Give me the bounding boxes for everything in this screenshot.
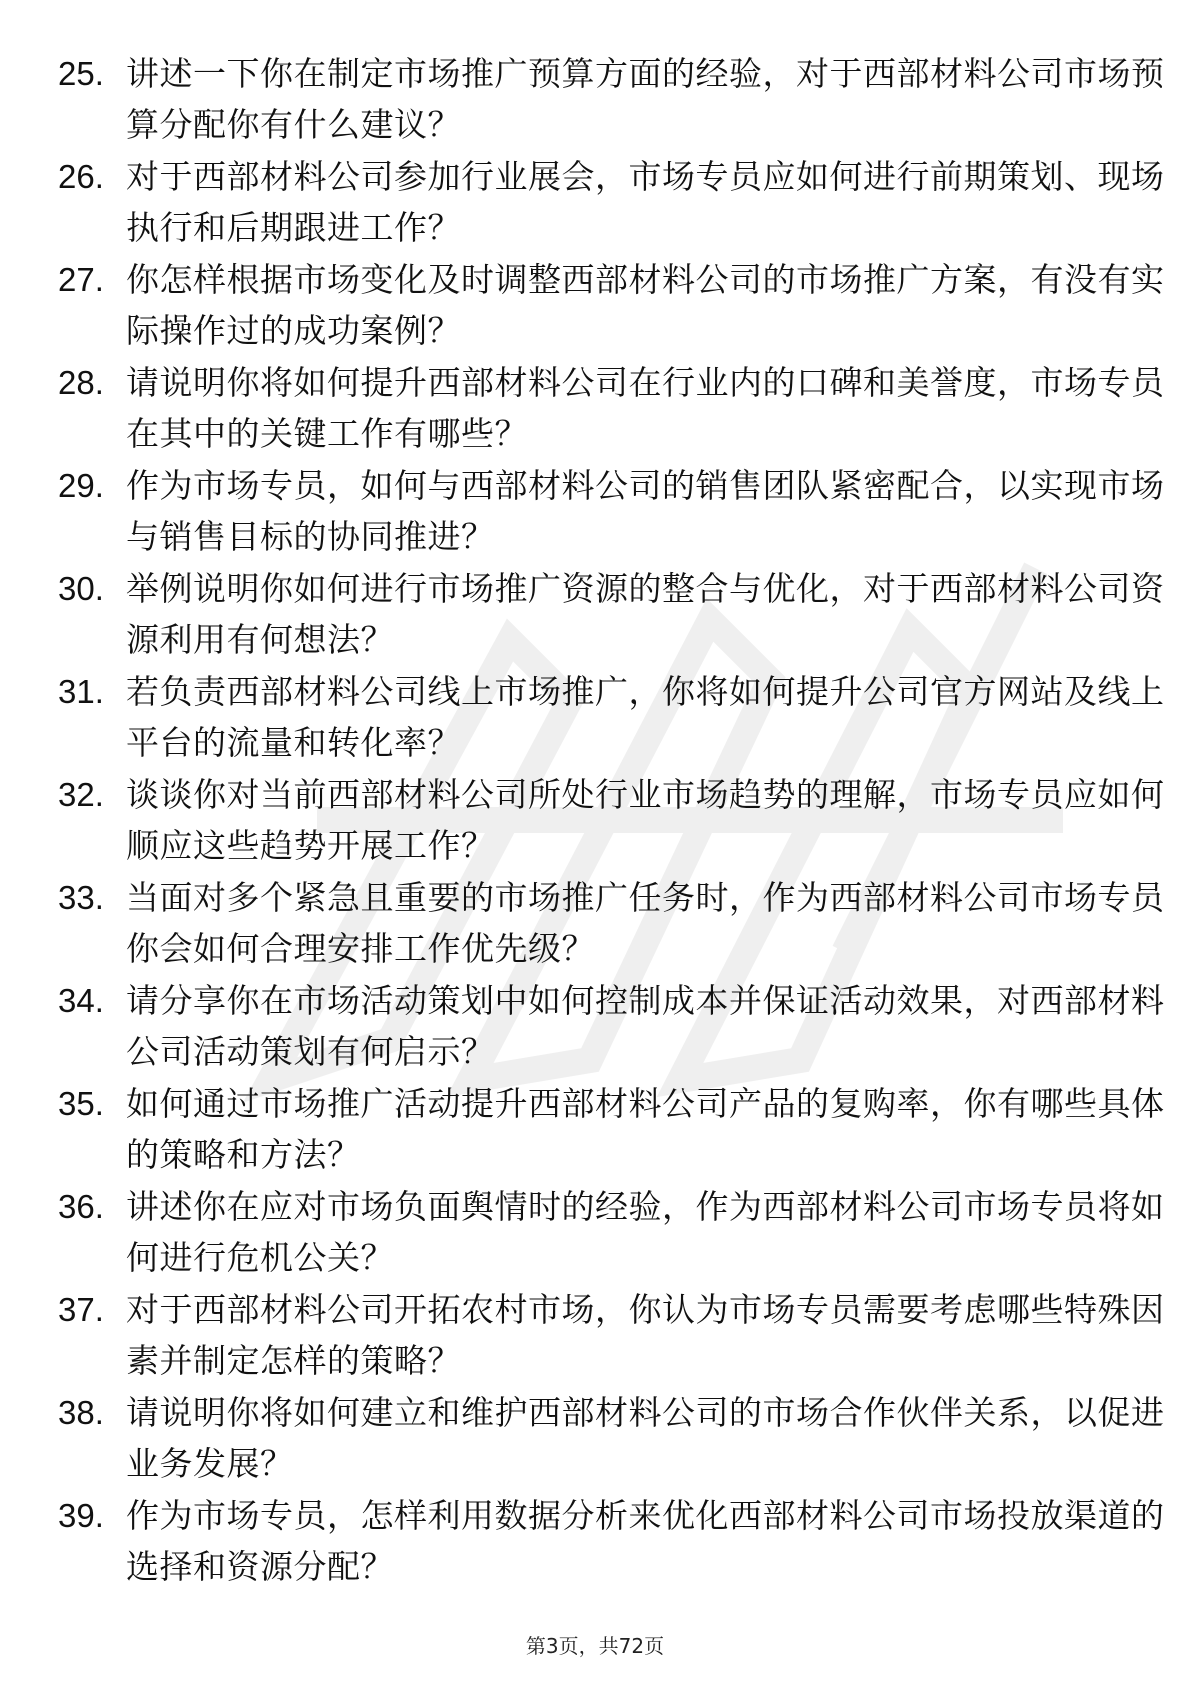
question-number: 28. [58,364,104,401]
question-text: 对于西部材料公司参加行业展会，市场专员应如何进行前期策划、现场执行和后期跟进工作？ [126,157,1165,247]
question-item [58,975,1165,1078]
question-item [58,48,1165,151]
question-text: 举例说明你如何进行市场推广资源的整合与优化，对于西部材料公司资源利用有何想法？ [126,569,1165,659]
question-item [58,1078,1165,1181]
question-number: 34. [58,982,104,1019]
question-item [58,1387,1165,1490]
page-footer [0,1630,1190,1659]
question-number: 32. [58,776,104,813]
question-item [58,563,1165,666]
question-text: 作为市场专员，如何与西部材料公司的销售团队紧密配合，以实现市场与销售目标的协同推进？ [126,466,1165,556]
question-number: 33. [58,879,104,916]
question-number: 37. [58,1291,104,1328]
question-text: 如何通过市场推广活动提升西部材料公司产品的复购率，你有哪些具体的策略和方法？ [126,1084,1165,1174]
question-item [58,254,1165,357]
question-item [58,666,1165,769]
question-text: 谈谈你对当前西部材料公司所处行业市场趋势的理解，市场专员应如何顺应这些趋势开展工作？ [126,775,1165,865]
page-number-label: 第3页，共72页 [525,1634,665,1658]
question-number: 30. [58,570,104,607]
question-item [58,460,1165,563]
question-list [58,48,1165,1593]
question-item [58,357,1165,460]
question-number: 25. [58,55,104,92]
question-item [58,872,1165,975]
question-number: 27. [58,261,104,298]
question-number: 26. [58,158,104,195]
question-text: 请说明你将如何建立和维护西部材料公司的市场合作伙伴关系，以促进业务发展？ [126,1393,1165,1483]
question-number: 29. [58,467,104,504]
question-number: 36. [58,1188,104,1225]
question-text: 请说明你将如何提升西部材料公司在行业内的口碑和美誉度，市场专员在其中的关键工作有哪些？ [126,363,1165,453]
question-number: 35. [58,1085,104,1122]
question-item [58,1181,1165,1284]
question-item [58,151,1165,254]
question-item [58,1490,1165,1593]
question-number: 39. [58,1497,104,1534]
question-item [58,1284,1165,1387]
question-number: 38. [58,1394,104,1431]
question-text: 对于西部材料公司开拓农村市场，你认为市场专员需要考虑哪些特殊因素并制定怎样的策略？ [126,1290,1165,1380]
question-text: 请分享你在市场活动策划中如何控制成本并保证活动效果，对西部材料公司活动策划有何启示？ [126,981,1165,1071]
question-text: 讲述一下你在制定市场推广预算方面的经验，对于西部材料公司市场预算分配你有什么建议？ [126,54,1165,144]
question-text: 若负责西部材料公司线上市场推广，你将如何提升公司官方网站及线上平台的流量和转化率？ [126,672,1165,762]
question-item [58,769,1165,872]
question-text: 讲述你在应对市场负面舆情时的经验，作为西部材料公司市场专员将如何进行危机公关？ [126,1187,1165,1277]
question-text: 你怎样根据市场变化及时调整西部材料公司的市场推广方案，有没有实际操作过的成功案例？ [126,260,1165,350]
question-text: 当面对多个紧急且重要的市场推广任务时，作为西部材料公司市场专员你会如何合理安排工作优先级？ [126,878,1165,968]
question-number: 31. [58,673,104,710]
question-text: 作为市场专员，怎样利用数据分析来优化西部材料公司市场投放渠道的选择和资源分配？ [126,1496,1165,1586]
